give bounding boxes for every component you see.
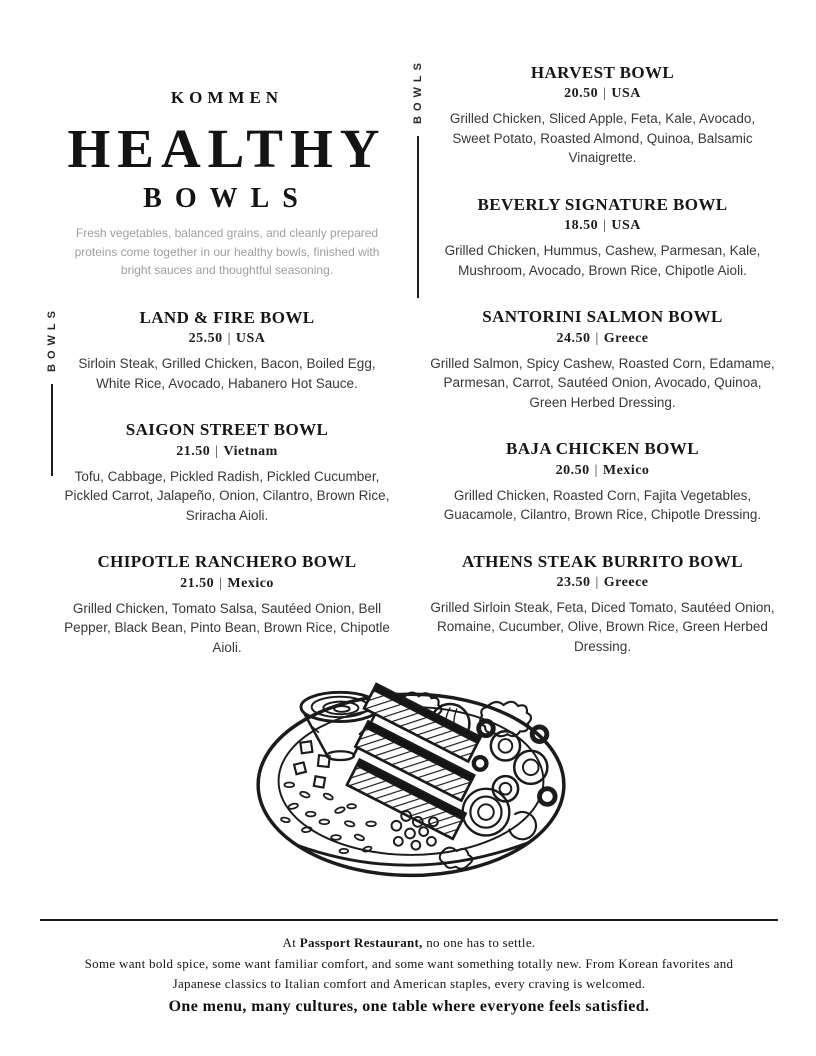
item-name: BEVERLY SIGNATURE BOWL [477, 194, 728, 214]
footer-tagline: One menu, many cultures, one table where everyone feels satisfied. [168, 998, 650, 1016]
item-name: HARVEST BOWL [530, 63, 675, 82]
menu-item [62, 307, 392, 393]
item-price: 23.50 [556, 574, 591, 590]
menu-column-right [430, 62, 775, 683]
item-name: SAIGON STREET BOWL [125, 420, 329, 440]
section-label-right-text: BOWLS [412, 58, 424, 124]
item-description: Grilled Sirloin Steak, Feta, Diced Tomato, Sautéed Onion, Romaine, Cucumber, Olive, Brown Rice, Green Herbed Dressing. [430, 599, 775, 654]
item-price: 18.50 [564, 218, 599, 234]
item-description: Grilled Chicken, Hummus, Cashew, Parmesan, Kale, Mushroom, Avocado, Brown Rice, Chipotle Aioli. [444, 243, 761, 278]
price-origin-separator: | [227, 331, 231, 347]
item-price: 21.50 [180, 575, 215, 591]
item-description: Tofu, Cabbage, Pickled Radish, Pickled Cucumber, Pickled Carrot, Jalapeño, Onion, Cilantro, Brown Rice, Sriracha Aioli. [64, 468, 390, 523]
price-origin-separator: | [594, 462, 598, 478]
item-origin: Greece [603, 574, 649, 590]
menu-column-left [62, 307, 392, 683]
item-origin: Mexico [227, 575, 274, 591]
item-price-line [430, 463, 775, 479]
page-title: HEALTHY [67, 118, 387, 179]
item-origin: USA [611, 218, 641, 234]
item-price-line [430, 575, 775, 591]
item-price-line [430, 218, 775, 234]
item-price-line [430, 86, 775, 102]
menu-item [430, 62, 775, 168]
item-price: 24.50 [556, 330, 591, 346]
section-label-left [46, 306, 58, 476]
item-description: Grilled Chicken, Sliced Apple, Feta, Kale, Avocado, Sweet Potato, Roasted Almond, Quinoa, Balsamic Vinaigrette. [449, 111, 756, 166]
section-label-right [412, 58, 424, 298]
footer-line1-suffix: no one has to settle. [422, 935, 536, 950]
footer-line1 [40, 935, 778, 951]
item-price: 21.50 [176, 443, 211, 459]
item-name: BAJA CHICKEN BOWL [506, 439, 699, 459]
page-subtitle: BOWLS [143, 183, 311, 214]
item-price-line [62, 576, 392, 592]
item-description: Grilled Chicken, Tomato Salsa, Sautéed Onion, Bell Pepper, Black Bean, Pinto Bean, Brown Rice, Chipotle Aioli. [64, 600, 390, 655]
item-description: Grilled Salmon, Spicy Cashew, Roasted Corn, Edamame, Parmesan, Carrot, Sautéed Onion, Avocado, Quinoa, Green Herbed Dressing. [430, 355, 775, 410]
item-price: 20.50 [555, 462, 590, 478]
price-origin-separator: | [595, 330, 599, 346]
price-origin-separator: | [215, 443, 219, 459]
footer [40, 919, 778, 1016]
item-price: 20.50 [564, 86, 599, 102]
item-price-line [62, 331, 392, 347]
section-rule-left [51, 384, 53, 476]
price-origin-separator: | [603, 218, 607, 234]
item-origin: USA [235, 331, 266, 347]
price-origin-separator: | [219, 575, 223, 591]
brand-name: KOMMEN [170, 88, 284, 107]
menu-item [62, 551, 392, 657]
menu-item [430, 306, 775, 412]
item-origin: Vietnam [223, 443, 278, 459]
intro-text: Fresh vegetables, balanced grains, and cleanly prepared proteins come together in our healthy bowls, finished with bright sauces and thoughtful seasoning. [74, 226, 380, 278]
menu-item [62, 419, 392, 525]
item-name: SANTORINI SALMON BOWL [482, 307, 723, 327]
price-origin-separator: | [595, 574, 599, 590]
bowl-illustration [250, 668, 572, 890]
footer-restaurant-name: Passport Restaurant, [299, 935, 423, 950]
price-origin-separator: | [603, 86, 607, 102]
item-description: Grilled Chicken, Roasted Corn, Fajita Vegetables, Guacamole, Cilantro, Brown Rice, Chipotle Dressing. [443, 487, 762, 523]
item-origin: Mexico [602, 462, 650, 478]
footer-line1-prefix: At [282, 935, 300, 950]
footer-divider [40, 919, 778, 921]
section-rule-right [417, 136, 419, 298]
menu-item [430, 438, 775, 524]
item-origin: USA [611, 86, 641, 102]
menu-item [430, 194, 775, 280]
menu-item [430, 551, 775, 657]
item-price: 25.50 [188, 331, 223, 347]
item-name: ATHENS STEAK BURRITO BOWL [462, 551, 743, 571]
header-block [58, 88, 396, 292]
section-label-left-text: BOWLS [46, 306, 58, 372]
item-price-line [430, 331, 775, 347]
item-name: LAND & FIRE BOWL [139, 308, 315, 327]
item-origin: Greece [603, 330, 649, 346]
item-name: CHIPOTLE RANCHERO BOWL [97, 552, 357, 572]
item-price-line [62, 444, 392, 460]
item-description: Sirloin Steak, Grilled Chicken, Bacon, Boiled Egg, White Rice, Avocado, Habanero Hot Sauce. [78, 356, 376, 391]
footer-body: Some want bold spice, some want familiar comfort, and some want something totally new. From Korean favorites and Japanese classics to Italian comfort and American staples, every craving is welcomed. [84, 956, 734, 992]
